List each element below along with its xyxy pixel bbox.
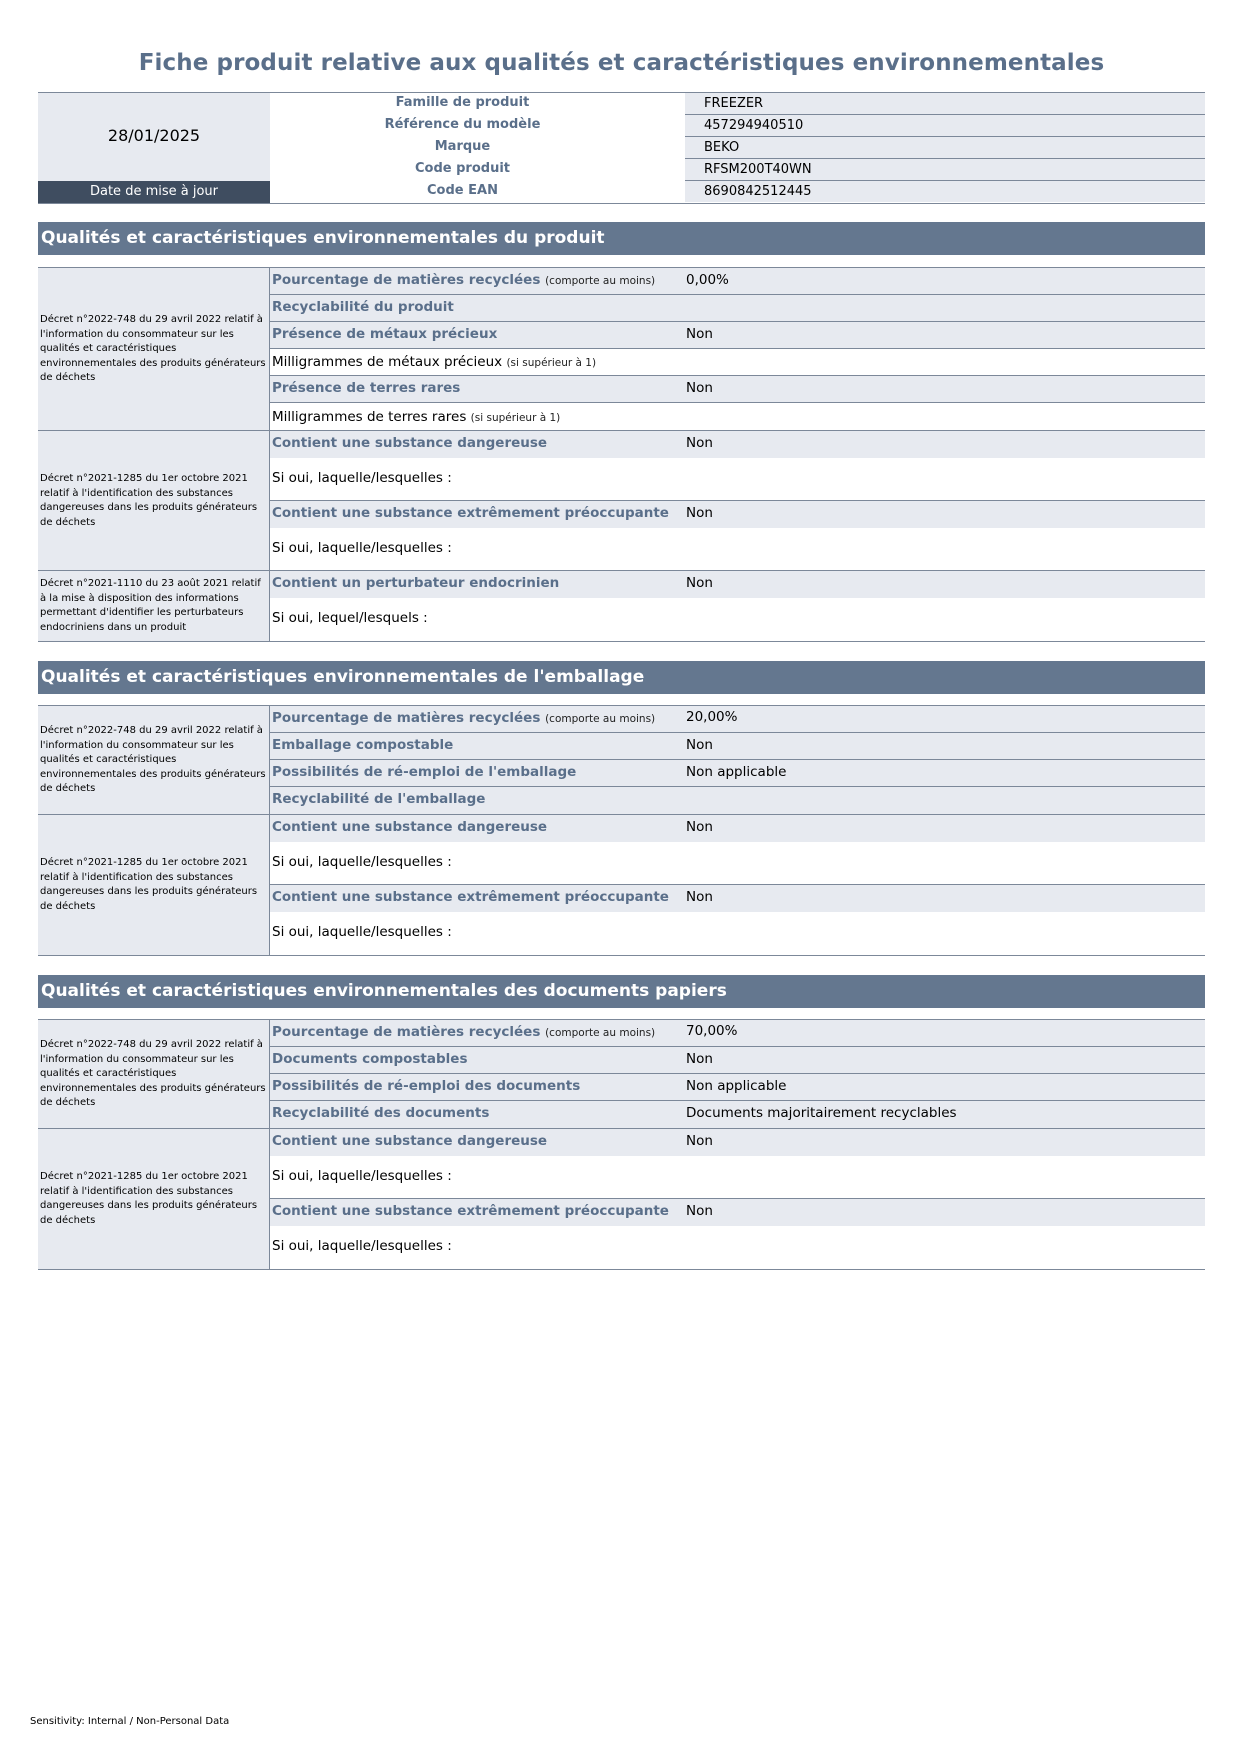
- label-main: Pourcentage de matières recyclées: [272, 1024, 541, 1040]
- row-recycled-pct: [270, 268, 1205, 295]
- group-decree-2021-1285-product: [38, 430, 1205, 571]
- row-value: Non: [686, 1051, 713, 1067]
- row-precious-metals: [270, 322, 1205, 349]
- row-value: 70,00%: [686, 1023, 738, 1039]
- row-label: Contient une substance dangereuse: [272, 1133, 548, 1149]
- row-compostable: [270, 733, 1205, 760]
- label-main: Milligrammes de métaux précieux: [272, 354, 503, 370]
- row-label: Possibilités de ré-emploi des documents: [272, 1078, 581, 1094]
- row-label: [272, 710, 655, 726]
- row-value: Non applicable: [686, 764, 787, 780]
- row-label: Documents compostables: [272, 1051, 468, 1067]
- row-very-concerning: [270, 501, 1205, 528]
- row-value: Non: [686, 737, 713, 753]
- row-dangerous-which: [270, 1156, 1205, 1199]
- header-row-brand: [270, 137, 1205, 159]
- row-value: Non: [686, 575, 713, 591]
- row-label: Si oui, laquelle/lesquelles :: [272, 540, 452, 556]
- label-note: (si supérieur à 1): [506, 357, 597, 369]
- update-date-label: Date de mise à jour: [38, 181, 270, 203]
- decree-text: [38, 1129, 270, 1269]
- row-value: Non: [686, 435, 713, 451]
- row-value: Non: [686, 380, 713, 396]
- label-main: Pourcentage de matières recyclées: [272, 710, 541, 726]
- row-label: Recyclabilité du produit: [272, 299, 454, 315]
- header-value: [685, 93, 1205, 115]
- decree-label: Décret n°2021-1110 du 23 août 2021 relatif à la mise à disposition des informations permettant d'identifier les perturbateurs endocriniens dans un produit: [40, 578, 261, 633]
- header-row-code: [270, 159, 1205, 181]
- row-label: Contient une substance dangereuse: [272, 435, 548, 451]
- decree-label: Décret n°2022-748 du 29 avril 2022 relatif à l'information du consommateur sur les qualités et caractéristiques environnementales des produits générateurs de déchets: [40, 725, 266, 795]
- model-value: 457294940510: [704, 118, 804, 133]
- label-note: (comporte au moins): [545, 1027, 656, 1039]
- sensitivity-footer: Sensitivity: Internal / Non-Personal Data: [30, 1716, 230, 1727]
- row-very-concerning-which: [270, 528, 1205, 571]
- row-rare-earths-mg: [270, 403, 1205, 430]
- row-label: Contient une substance extrêmement préoccupante: [272, 889, 669, 905]
- label-note: (comporte au moins): [545, 275, 656, 287]
- row-reuse: [270, 760, 1205, 787]
- row-value: 0,00%: [686, 272, 729, 288]
- group-decree-2022-748-packaging: [38, 705, 1205, 815]
- decree-label: Décret n°2021-1285 du 1er octobre 2021 relatif à l'identification des substances dangereuses dans les produits générateurs de déchets: [40, 857, 258, 912]
- row-label: Si oui, laquelle/lesquelles :: [272, 924, 452, 940]
- group-decree-2021-1285-documents: [38, 1128, 1205, 1270]
- decree-label: Décret n°2021-1285 du 1er octobre 2021 relatif à l'identification des substances dangereuses dans les produits générateurs de déchets: [40, 473, 258, 528]
- decree-label: Décret n°2022-748 du 29 avril 2022 relatif à l'information du consommateur sur les qualités et caractéristiques environnementales des produits générateurs de déchets: [40, 314, 266, 384]
- row-label: Possibilités de ré-emploi de l'emballage: [272, 764, 577, 780]
- decree-text: [38, 815, 270, 955]
- header-row-ean: [270, 181, 1205, 203]
- section-heading-product: Qualités et caractéristiques environnementales du produit: [38, 222, 1205, 255]
- decree-text: [38, 431, 270, 571]
- row-recyclability: [270, 787, 1205, 815]
- row-label: Si oui, laquelle/lesquelles :: [272, 1168, 452, 1184]
- row-value: Non: [686, 889, 713, 905]
- row-label: [272, 409, 560, 425]
- row-very-concerning-which: [270, 1226, 1205, 1269]
- group-decree-2022-748-documents: [38, 1019, 1205, 1129]
- row-recyclability: [270, 1101, 1205, 1129]
- group-decree-2021-1285-packaging: [38, 814, 1205, 956]
- row-label: Présence de métaux précieux: [272, 326, 498, 342]
- row-recycled-pct: [270, 1020, 1205, 1047]
- label-main: Milligrammes de terres rares: [272, 409, 467, 425]
- label-note: (comporte au moins): [545, 713, 656, 725]
- header-label: Référence du modèle: [384, 117, 541, 132]
- label-note: (si supérieur à 1): [470, 412, 561, 424]
- row-value: Non: [686, 819, 713, 835]
- row-dangerous-which: [270, 458, 1205, 501]
- row-label: [272, 1024, 655, 1040]
- row-label: Emballage compostable: [272, 737, 454, 753]
- label-main: Pourcentage de matières recyclées: [272, 272, 541, 288]
- header-row-model: [270, 115, 1205, 137]
- row-label: [272, 354, 596, 370]
- header-label: Code EAN: [427, 183, 498, 198]
- row-recyclability: [270, 295, 1205, 322]
- row-compostable: [270, 1047, 1205, 1074]
- update-date-value: 28/01/2025: [107, 126, 201, 145]
- page-title: Fiche produit relative aux qualités et caractéristiques environnementales: [138, 50, 1105, 76]
- row-label: Contient un perturbateur endocrinien: [272, 575, 560, 591]
- row-dangerous: [270, 1129, 1205, 1156]
- row-value: 20,00%: [686, 709, 738, 725]
- update-date-box: [38, 93, 270, 203]
- decree-text: [38, 706, 270, 815]
- product-code-value: RFSM200T40WN: [704, 162, 812, 177]
- row-very-concerning-which: [270, 912, 1205, 955]
- row-precious-metals-mg: [270, 349, 1205, 376]
- row-label: Recyclabilité des documents: [272, 1105, 490, 1121]
- ean-value: 8690842512445: [704, 184, 812, 199]
- decree-text: [38, 1020, 270, 1129]
- row-label: Si oui, laquelle/lesquelles :: [272, 1238, 452, 1254]
- section-heading-packaging: Qualités et caractéristiques environnementales de l'emballage: [38, 661, 1205, 694]
- group-decree-2022-748-product: [38, 267, 1205, 431]
- section-heading-documents: Qualités et caractéristiques environnementales des documents papiers: [38, 975, 1205, 1008]
- decree-text: [38, 268, 270, 431]
- row-value: Documents majoritairement recyclables: [686, 1105, 957, 1121]
- row-label: Recyclabilité de l'emballage: [272, 791, 486, 807]
- row-recycled-pct: [270, 706, 1205, 733]
- row-label: Contient une substance dangereuse: [272, 819, 548, 835]
- row-label: Si oui, lequel/lesquels :: [272, 610, 428, 626]
- row-value: Non: [686, 326, 713, 342]
- header-value: [685, 181, 1205, 202]
- header-value: [685, 115, 1205, 137]
- row-dangerous-which: [270, 842, 1205, 885]
- decree-label: Décret n°2022-748 du 29 avril 2022 relatif à l'information du consommateur sur les qualités et caractéristiques environnementales des produits générateurs de déchets: [40, 1039, 266, 1109]
- header-row-family: [270, 93, 1205, 115]
- row-label: [272, 272, 655, 288]
- header-value: [685, 137, 1205, 159]
- row-rare-earths: [270, 376, 1205, 403]
- group-decree-2021-1110: [38, 570, 1205, 642]
- brand-value: BEKO: [704, 140, 740, 155]
- row-value: Non applicable: [686, 1078, 787, 1094]
- header-label: Marque: [434, 139, 491, 154]
- row-value: Non: [686, 1133, 713, 1149]
- row-label: Si oui, laquelle/lesquelles :: [272, 854, 452, 870]
- row-label: Si oui, laquelle/lesquelles :: [272, 470, 452, 486]
- header-value: [685, 159, 1205, 181]
- row-very-concerning: [270, 1199, 1205, 1226]
- row-dangerous: [270, 431, 1205, 458]
- row-very-concerning: [270, 885, 1205, 912]
- product-header: [38, 92, 1205, 204]
- row-endocrine-which: [270, 598, 1205, 641]
- row-value: Non: [686, 1203, 713, 1219]
- row-endocrine: [270, 571, 1205, 598]
- header-label: Famille de produit: [395, 95, 530, 110]
- row-value: Non: [686, 505, 713, 521]
- family-value: FREEZER: [704, 96, 764, 111]
- row-label: Présence de terres rares: [272, 380, 461, 396]
- header-label: Code produit: [415, 161, 510, 176]
- decree-label: Décret n°2021-1285 du 1er octobre 2021 relatif à l'identification des substances dangereuses dans les produits générateurs de déchets: [40, 1171, 258, 1226]
- row-label: Contient une substance extrêmement préoccupante: [272, 505, 669, 521]
- row-dangerous: [270, 815, 1205, 842]
- row-reuse: [270, 1074, 1205, 1101]
- row-label: Contient une substance extrêmement préoccupante: [272, 1203, 669, 1219]
- decree-text: [38, 571, 270, 641]
